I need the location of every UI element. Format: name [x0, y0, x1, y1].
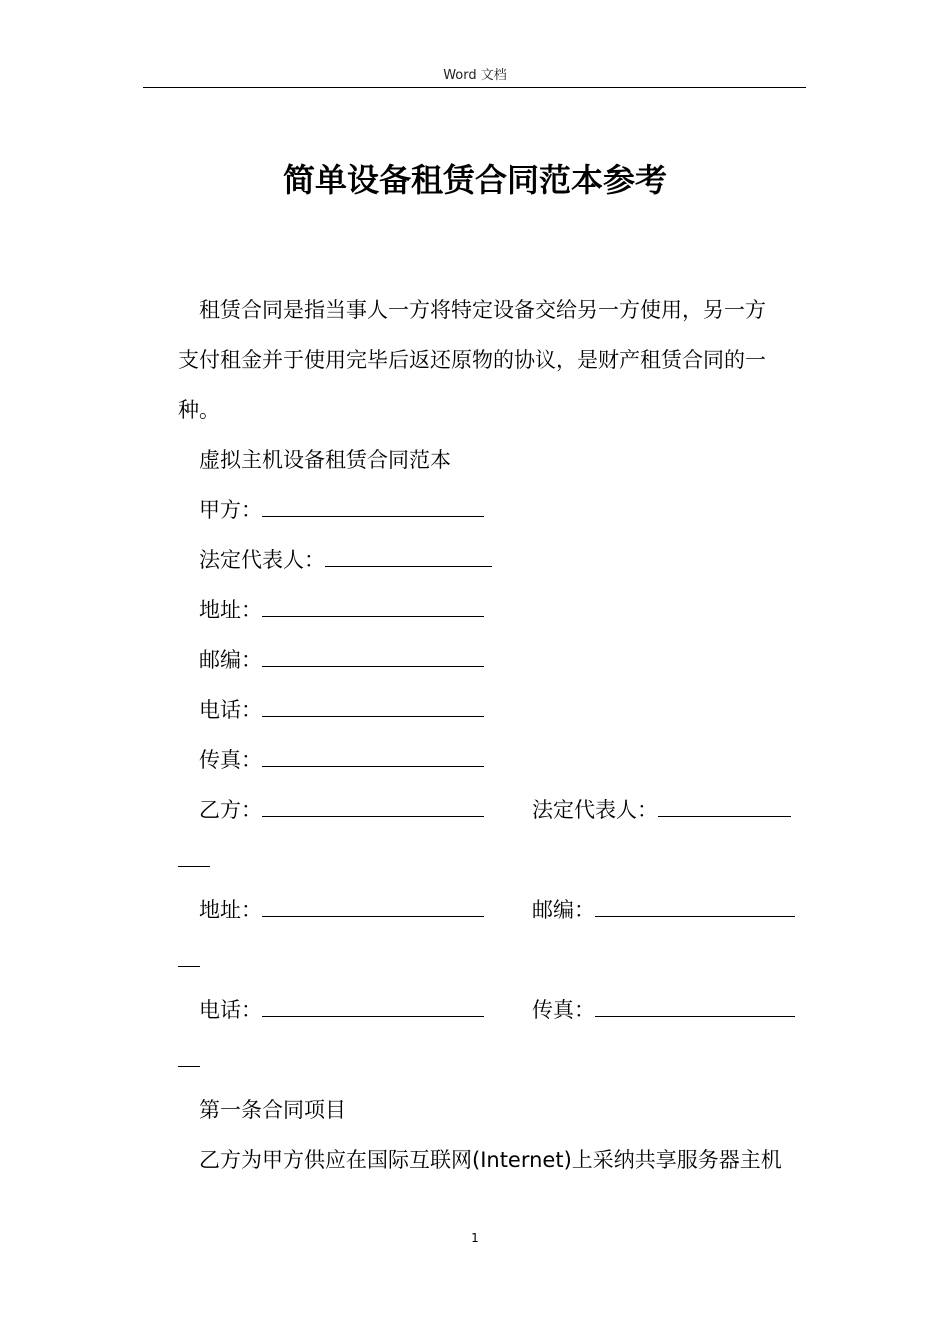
party-a-postcode-blank[interactable]: [262, 646, 484, 667]
intro-line-1: 租赁合同是指当事人一方将特定设备交给另一方使用，另一方: [199, 298, 766, 322]
party-b-phone-label: 电话：: [199, 998, 262, 1022]
party-a-address-row: [199, 595, 484, 625]
party-b-postcode-row: [532, 895, 795, 925]
party-b-address-blank[interactable]: [262, 896, 484, 917]
party-a-address-blank[interactable]: [262, 596, 484, 617]
party-b-address-row: [199, 895, 484, 925]
party-a-rep-blank[interactable]: [325, 546, 492, 567]
party-b-rep-wrap: [178, 845, 210, 875]
party-b-address-label: 地址：: [199, 898, 262, 922]
party-b-postcode-blank-continued[interactable]: [178, 946, 200, 967]
party-b-rep-blank-continued[interactable]: [178, 846, 210, 867]
party-a-name-row: [199, 495, 484, 525]
header-text: Word 文档: [443, 68, 507, 83]
party-b-postcode-label: 邮编：: [532, 898, 595, 922]
party-a-rep-label: 法定代表人：: [199, 548, 325, 572]
party-b-rep-blank[interactable]: [658, 796, 791, 817]
party-a-postcode-label: 邮编：: [199, 648, 262, 672]
party-a-name-blank[interactable]: [262, 496, 484, 517]
party-b-fax-blank-continued[interactable]: [178, 1046, 200, 1067]
party-b-fax-row: [532, 995, 795, 1025]
party-b-phone-row: [199, 995, 484, 1025]
party-b-fax-wrap: [178, 1045, 200, 1075]
intro-line-2: 支付租金并于使用完毕后返还原物的协议，是财产租赁合同的一: [178, 348, 766, 372]
party-a-phone-row: [199, 695, 484, 725]
party-b-rep-label: 法定代表人：: [532, 798, 658, 822]
party-b-name-blank[interactable]: [262, 796, 484, 817]
party-a-fax-blank[interactable]: [262, 746, 484, 767]
party-a-fax-label: 传真：: [199, 748, 262, 772]
party-b-name-label: 乙方：: [199, 798, 262, 822]
party-a-address-label: 地址：: [199, 598, 262, 622]
party-a-postcode-row: [199, 645, 484, 675]
article-1-body: 乙方为甲方供应在国际互联网(Internet)上采纳共享服务器主机: [199, 1148, 782, 1172]
party-a-rep-row: [199, 545, 492, 575]
party-b-fax-blank[interactable]: [595, 996, 795, 1017]
intro-line-3: 种。: [178, 398, 220, 422]
party-a-phone-label: 电话：: [199, 698, 262, 722]
party-b-rep-row: [532, 795, 791, 825]
article-1-heading: 第一条合同项目: [199, 1098, 346, 1122]
party-b-postcode-wrap: [178, 945, 200, 975]
document-title: 简单设备租赁合同范本参考: [282, 161, 667, 199]
header-rule: [143, 87, 806, 88]
party-b-postcode-blank[interactable]: [595, 896, 795, 917]
party-a-phone-blank[interactable]: [262, 696, 484, 717]
contract-subtitle: 虚拟主机设备租赁合同范本: [199, 448, 451, 472]
party-b-fax-label: 传真：: [532, 998, 595, 1022]
party-a-name-label: 甲方：: [199, 498, 262, 522]
page-number: 1: [471, 1231, 479, 1245]
party-b-name-row: [199, 795, 484, 825]
party-a-fax-row: [199, 745, 484, 775]
party-b-phone-blank[interactable]: [262, 996, 484, 1017]
